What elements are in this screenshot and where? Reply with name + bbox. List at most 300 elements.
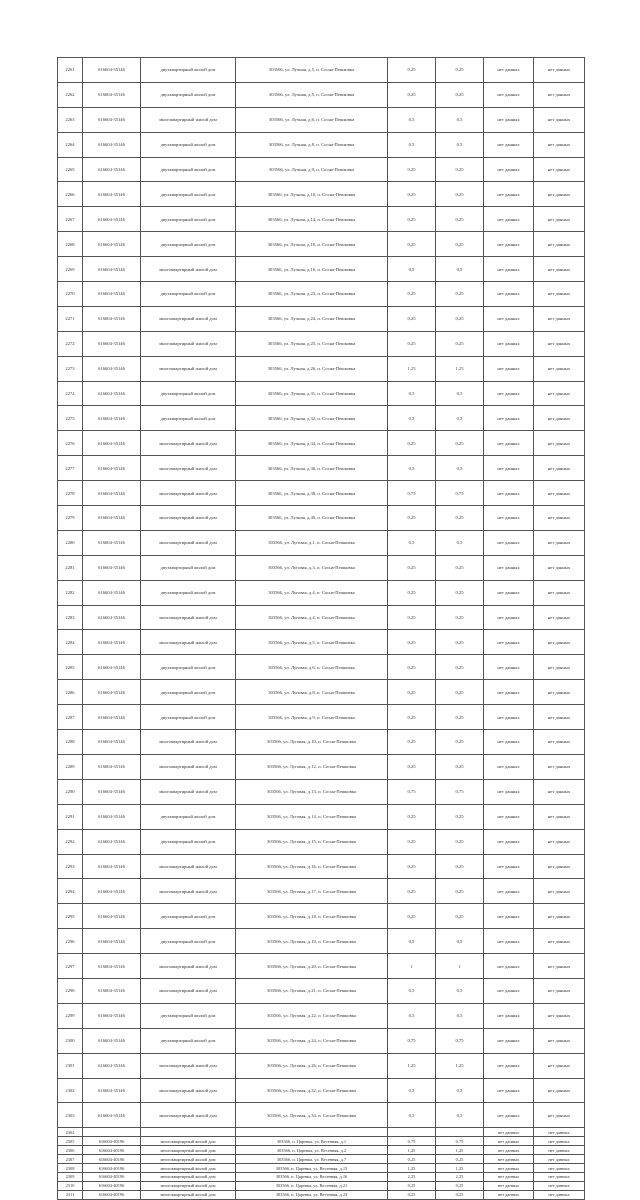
table-row: [58, 1137, 585, 1146]
status-d-cell: нет данных: [534, 1128, 585, 1137]
table-row: [58, 605, 585, 630]
value-a-cell: 0,5: [388, 456, 436, 481]
row-number-cell: 2280: [58, 530, 83, 555]
address-cell: 303566, ул. Лучная, д.40, п. Сосна-Пешковка: [236, 506, 388, 531]
status-d-cell: нет данных: [534, 879, 585, 904]
address-cell: 303566, ул. Лучная, д.9, п. Сосна-Пешковка: [236, 157, 388, 182]
status-d-cell: нет данных: [534, 530, 585, 555]
table-row: [58, 555, 585, 580]
address-cell: 303566, ул. Луговая, д.3, п. Сосна-Пешковка: [236, 555, 388, 580]
building-type-cell: двухквартирный жилой дом: [141, 82, 236, 107]
value-a-cell: 1,25: [388, 1146, 436, 1155]
cadastral-code-cell: 616604-35146: [83, 730, 141, 755]
status-c-cell: нет данных: [484, 356, 534, 381]
cadastral-code-cell: 616604-35146: [83, 481, 141, 506]
value-b-cell: 0,25: [436, 306, 484, 331]
address-cell: 303566, ул. Лучная, д.26, п. Сосна-Пешковка: [236, 356, 388, 381]
building-type-cell: многоквартирный жилой дом: [141, 506, 236, 531]
row-number-cell: 2271: [58, 306, 83, 331]
value-b-cell: 0,5: [436, 1078, 484, 1103]
status-d-cell: нет данных: [534, 182, 585, 207]
building-type-cell: [141, 1128, 236, 1137]
status-d-cell: нет данных: [534, 232, 585, 257]
row-number-cell: 2309: [58, 1172, 83, 1181]
status-d-cell: нет данных: [534, 630, 585, 655]
row-number-cell: 2274: [58, 381, 83, 406]
table-row: [58, 580, 585, 605]
table-row: [58, 331, 585, 356]
status-d-cell: нет данных: [534, 655, 585, 680]
building-type-cell: многоквартирный жилой дом: [141, 306, 236, 331]
row-number-cell: 2275: [58, 406, 83, 431]
cadastral-code-cell: 616604-35146: [83, 356, 141, 381]
status-d-cell: нет данных: [534, 157, 585, 182]
status-d-cell: нет данных: [534, 58, 585, 83]
table-row: [58, 356, 585, 381]
row-number-cell: 2294: [58, 879, 83, 904]
table-row: [58, 730, 585, 755]
status-c-cell: нет данных: [484, 655, 534, 680]
status-d-cell: нет данных: [534, 1103, 585, 1128]
building-type-cell: двухквартирный жилой дом: [141, 580, 236, 605]
status-c-cell: нет данных: [484, 1103, 534, 1128]
cadastral-code-cell: 616604-35146: [83, 107, 141, 132]
status-c-cell: нет данных: [484, 306, 534, 331]
table-row: [58, 1155, 585, 1164]
value-a-cell: 0,5: [388, 1003, 436, 1028]
cadastral-code-cell: 616604-35146: [83, 257, 141, 282]
cadastral-code-cell: 616604-35146: [83, 555, 141, 580]
address-cell: 303566, ул. Луговая, д.18, п. Сосна-Пешковка: [236, 904, 388, 929]
value-b-cell: 0,25: [436, 854, 484, 879]
status-d-cell: нет данных: [534, 829, 585, 854]
table-row: [58, 157, 585, 182]
value-a-cell: 0,25: [388, 506, 436, 531]
building-type-cell: многоквартирный жилой дом: [141, 331, 236, 356]
value-a-cell: 0,5: [388, 1103, 436, 1128]
status-c-cell: нет данных: [484, 1028, 534, 1053]
cadastral-code-cell: 616604-35146: [83, 605, 141, 630]
cadastral-code-cell: 616604-35146: [83, 954, 141, 979]
building-type-cell: многоквартирный жилой дом: [141, 1155, 236, 1164]
status-d-cell: нет данных: [534, 1190, 585, 1199]
value-a-cell: 0,25: [388, 804, 436, 829]
status-c-cell: нет данных: [484, 1181, 534, 1190]
row-number-cell: 2264: [58, 132, 83, 157]
status-c-cell: нет данных: [484, 854, 534, 879]
table-row: [58, 207, 585, 232]
status-d-cell: нет данных: [534, 282, 585, 307]
cadastral-code-cell: 616604-35146: [83, 456, 141, 481]
value-a-cell: [388, 1128, 436, 1137]
row-number-cell: 2311: [58, 1190, 83, 1199]
value-b-cell: 0,25: [436, 655, 484, 680]
row-number-cell: 2293: [58, 854, 83, 879]
table-row: [58, 1190, 585, 1199]
status-d-cell: нет данных: [534, 954, 585, 979]
value-b-cell: 0,5: [436, 107, 484, 132]
address-cell: 303566, ул. Луговая, д.17, п. Сосна-Пешковка: [236, 879, 388, 904]
cadastral-code-cell: 616604-35146: [83, 1003, 141, 1028]
row-number-cell: 2267: [58, 207, 83, 232]
status-c-cell: нет данных: [484, 1172, 534, 1181]
cadastral-code-cell: 616604-40196: [83, 1146, 141, 1155]
row-number-cell: 2262: [58, 82, 83, 107]
row-number-cell: 2277: [58, 456, 83, 481]
table-row: [58, 1053, 585, 1078]
status-d-cell: нет данных: [534, 1028, 585, 1053]
value-b-cell: 0,5: [436, 929, 484, 954]
value-b-cell: 2,25: [436, 1172, 484, 1181]
table-row: [58, 431, 585, 456]
status-c-cell: нет данных: [484, 182, 534, 207]
status-c-cell: нет данных: [484, 207, 534, 232]
status-d-cell: нет данных: [534, 82, 585, 107]
row-number-cell: 2266: [58, 182, 83, 207]
value-a-cell: 0,5: [388, 530, 436, 555]
status-c-cell: нет данных: [484, 381, 534, 406]
address-cell: 303566, ул. Луговая, д.19, п. Сосна-Пешковка: [236, 929, 388, 954]
address-cell: 303566, ул. Лучная, д.5, п. Сосна-Пешковка: [236, 58, 388, 83]
address-cell: 303566, ул. Лучная, д.8, п. Сосна-Пешковка: [236, 132, 388, 157]
address-cell: 303566, ул. Лучная, д.25, п. Сосна-Пешковка: [236, 331, 388, 356]
status-c-cell: нет данных: [484, 804, 534, 829]
status-c-cell: нет данных: [484, 630, 534, 655]
status-d-cell: нет данных: [534, 1181, 585, 1190]
address-cell: 303566, ул. Луговая, д.13, п. Сосна-Пешковка: [236, 779, 388, 804]
status-d-cell: нет данных: [534, 1172, 585, 1181]
row-number-cell: 2304: [58, 1128, 83, 1137]
row-number-cell: 2286: [58, 680, 83, 705]
address-cell: 303566, ул. Луговая, д.10, п. Сосна-Пешковка: [236, 730, 388, 755]
building-type-cell: многоквартирный жилой дом: [141, 730, 236, 755]
value-b-cell: 0,75: [436, 481, 484, 506]
document-sheet: [57, 57, 584, 1200]
building-type-cell: многоквартирный жилой дом: [141, 630, 236, 655]
value-b-cell: 0,25: [436, 182, 484, 207]
status-d-cell: нет данных: [534, 854, 585, 879]
address-cell: 303566, ул. Луговая, д.32, п. Сосна-Пешковка: [236, 1078, 388, 1103]
value-a-cell: 0,25: [388, 431, 436, 456]
cadastral-code-cell: 616604-35146: [83, 655, 141, 680]
building-type-cell: двухквартирный жилой дом: [141, 381, 236, 406]
address-cell: 303566, ул. Луговая, д.24, п. Сосна-Пешковка: [236, 1028, 388, 1053]
address-cell: 303566, ул. Лучная, д.10, п. Сосна-Пешковка: [236, 182, 388, 207]
row-number-cell: 2278: [58, 481, 83, 506]
status-c-cell: нет данных: [484, 157, 534, 182]
table-row: [58, 1128, 585, 1137]
row-number-cell: 2297: [58, 954, 83, 979]
value-a-cell: 0,25: [388, 630, 436, 655]
cadastral-code-cell: 616604-35146: [83, 282, 141, 307]
value-b-cell: 1,25: [436, 356, 484, 381]
address-cell: 303566, ул. Луговая, д.34, п. Сосна-Пешковка: [236, 1103, 388, 1128]
cadastral-code-cell: 616604-40196: [83, 1181, 141, 1190]
status-c-cell: нет данных: [484, 132, 534, 157]
building-type-cell: многоквартирный жилой дом: [141, 1103, 236, 1128]
cadastral-code-cell: 616604-35146: [83, 1103, 141, 1128]
table-row: [58, 1172, 585, 1181]
cadastral-code-cell: 616604-35146: [83, 132, 141, 157]
table-row: [58, 82, 585, 107]
value-a-cell: 0,75: [388, 1137, 436, 1146]
address-cell: 303566, ул. Лучная, д.6, п. Сосна-Пешковка: [236, 107, 388, 132]
status-c-cell: нет данных: [484, 431, 534, 456]
building-type-cell: многоквартирный жилой дом: [141, 481, 236, 506]
status-c-cell: нет данных: [484, 730, 534, 755]
value-b-cell: 0,25: [436, 555, 484, 580]
address-cell: 303566, ул. Лучная, д.32, п. Сосна-Пешковка: [236, 406, 388, 431]
value-b-cell: [436, 1128, 484, 1137]
status-d-cell: нет данных: [534, 107, 585, 132]
address-cell: [236, 1128, 388, 1137]
status-c-cell: нет данных: [484, 954, 534, 979]
building-type-cell: многоквартирный жилой дом: [141, 1190, 236, 1199]
value-b-cell: 1,25: [436, 1053, 484, 1078]
building-type-cell: многоквартирный жилой дом: [141, 431, 236, 456]
cadastral-code-cell: 616604-35146: [83, 580, 141, 605]
row-number-cell: 2281: [58, 555, 83, 580]
value-a-cell: 0,75: [388, 1028, 436, 1053]
building-type-cell: двухквартирный жилой дом: [141, 132, 236, 157]
status-c-cell: нет данных: [484, 1190, 534, 1199]
address-cell: 303566, ул. Луговая, д.8, п. Сосна-Пешковка: [236, 680, 388, 705]
status-d-cell: нет данных: [534, 779, 585, 804]
status-d-cell: нет данных: [534, 904, 585, 929]
cadastral-code-cell: 616604-35146: [83, 506, 141, 531]
status-c-cell: нет данных: [484, 257, 534, 282]
value-b-cell: 1: [436, 954, 484, 979]
status-c-cell: нет данных: [484, 829, 534, 854]
table-row: [58, 705, 585, 730]
building-type-cell: многоквартирный жилой дом: [141, 779, 236, 804]
status-d-cell: нет данных: [534, 730, 585, 755]
value-b-cell: 0,25: [436, 282, 484, 307]
row-number-cell: 2308: [58, 1164, 83, 1173]
value-a-cell: 0,25: [388, 879, 436, 904]
value-a-cell: 0,5: [388, 406, 436, 431]
building-type-cell: многоквартирный жилой дом: [141, 456, 236, 481]
cadastral-code-cell: 616604-35146: [83, 58, 141, 83]
value-b-cell: 0,25: [436, 1190, 484, 1199]
value-b-cell: 0,25: [436, 1181, 484, 1190]
status-c-cell: нет данных: [484, 456, 534, 481]
status-c-cell: нет данных: [484, 978, 534, 1003]
value-b-cell: 0,25: [436, 232, 484, 257]
value-a-cell: 0,25: [388, 207, 436, 232]
value-b-cell: 1,25: [436, 1146, 484, 1155]
value-a-cell: 0,25: [388, 580, 436, 605]
table-row: [58, 978, 585, 1003]
status-d-cell: нет данных: [534, 456, 585, 481]
status-d-cell: нет данных: [534, 207, 585, 232]
row-number-cell: 2285: [58, 655, 83, 680]
table-row: [58, 1028, 585, 1053]
row-number-cell: 2302: [58, 1078, 83, 1103]
value-b-cell: 0,5: [436, 132, 484, 157]
address-cell: 303566, ул. Лучная, д.36, п. Сосна-Пешковка: [236, 456, 388, 481]
value-b-cell: 0,25: [436, 705, 484, 730]
cadastral-code-cell: 616604-35146: [83, 381, 141, 406]
building-type-cell: двухквартирный жилой дом: [141, 282, 236, 307]
building-type-cell: двухквартирный жилой дом: [141, 1003, 236, 1028]
cadastral-code-cell: 616604-40196: [83, 1190, 141, 1199]
address-cell: 303566, ул. Луговая, д.14, п. Сосна-Пешковка: [236, 804, 388, 829]
value-b-cell: 0,25: [436, 630, 484, 655]
row-number-cell: 2284: [58, 630, 83, 655]
address-cell: 303566, ул. Лучная, д.31, п. Сосна-Пешковка: [236, 381, 388, 406]
value-a-cell: 1,25: [388, 1164, 436, 1173]
status-d-cell: нет данных: [534, 1078, 585, 1103]
building-type-cell: двухквартирный жилой дом: [141, 406, 236, 431]
status-d-cell: нет данных: [534, 306, 585, 331]
table-row: [58, 1181, 585, 1190]
building-type-cell: двухквартирный жилой дом: [141, 1028, 236, 1053]
cadastral-code-cell: [83, 1128, 141, 1137]
status-c-cell: нет данных: [484, 107, 534, 132]
cadastral-code-cell: 616604-40196: [83, 1155, 141, 1164]
value-b-cell: 0,75: [436, 779, 484, 804]
value-a-cell: 0,5: [388, 257, 436, 282]
building-type-cell: многоквартирный жилой дом: [141, 1181, 236, 1190]
row-number-cell: 2273: [58, 356, 83, 381]
table-row: [58, 754, 585, 779]
status-d-cell: нет данных: [534, 978, 585, 1003]
value-b-cell: 0,5: [436, 456, 484, 481]
address-cell: 303566, ул. Луговая, д.21, п. Сосна-Пешковка: [236, 978, 388, 1003]
table-row: [58, 530, 585, 555]
status-d-cell: нет данных: [534, 804, 585, 829]
address-cell: 303566, ул. Лучная, д.18, п. Сосна-Пешковка: [236, 232, 388, 257]
value-a-cell: 0,25: [388, 232, 436, 257]
building-type-cell: двухквартирный жилой дом: [141, 804, 236, 829]
status-c-cell: нет данных: [484, 1078, 534, 1103]
address-cell: 303566, ул. Луговая, д.20, п. Сосна-Пешковка: [236, 954, 388, 979]
value-a-cell: 0,25: [388, 680, 436, 705]
building-type-cell: двухквартирный жилой дом: [141, 157, 236, 182]
status-c-cell: нет данных: [484, 82, 534, 107]
value-b-cell: 0,25: [436, 331, 484, 356]
building-type-cell: двухквартирный жилой дом: [141, 207, 236, 232]
value-b-cell: 0,5: [436, 1003, 484, 1028]
value-a-cell: 0,25: [388, 1181, 436, 1190]
row-number-cell: 2270: [58, 282, 83, 307]
status-c-cell: нет данных: [484, 530, 534, 555]
value-b-cell: 0,25: [436, 829, 484, 854]
address-cell: 303566, п. Царевка, ул. Весенняя, д.16: [236, 1172, 388, 1181]
address-cell: 303566, п. Царевка, ул. Весенняя, д.1: [236, 1137, 388, 1146]
value-b-cell: 0,25: [436, 431, 484, 456]
status-c-cell: нет данных: [484, 555, 534, 580]
value-b-cell: 0,5: [436, 1103, 484, 1128]
table-row: [58, 132, 585, 157]
cadastral-code-cell: 616604-35146: [83, 207, 141, 232]
building-type-cell: многоквартирный жилой дом: [141, 107, 236, 132]
status-d-cell: нет данных: [534, 356, 585, 381]
status-c-cell: нет данных: [484, 232, 534, 257]
building-type-cell: многоквартирный жилой дом: [141, 879, 236, 904]
table-row: [58, 804, 585, 829]
cadastral-code-cell: 616604-35146: [83, 705, 141, 730]
row-number-cell: 2265: [58, 157, 83, 182]
address-cell: 303566, п. Царевка, ул. Весенняя, д.21: [236, 1181, 388, 1190]
address-cell: 303566, ул. Луговая, д.4, п. Сосна-Пешковка: [236, 580, 388, 605]
building-type-cell: многоквартирный жилой дом: [141, 1164, 236, 1173]
address-cell: 303566, ул. Луговая, д.1, п. Сосна-Пешковка: [236, 530, 388, 555]
value-a-cell: 0,25: [388, 754, 436, 779]
building-type-cell: двухквартирный жилой дом: [141, 232, 236, 257]
row-number-cell: 2269: [58, 257, 83, 282]
building-type-cell: многоквартирный жилой дом: [141, 1053, 236, 1078]
building-type-cell: многоквартирный жилой дом: [141, 605, 236, 630]
address-cell: 303566, ул. Лучная, д.14, п. Сосна-Пешковка: [236, 207, 388, 232]
status-d-cell: нет данных: [534, 754, 585, 779]
table-row: [58, 904, 585, 929]
value-b-cell: 0,5: [436, 530, 484, 555]
value-a-cell: 0,75: [388, 481, 436, 506]
row-number-cell: 2299: [58, 1003, 83, 1028]
building-type-cell: двухквартирный жилой дом: [141, 58, 236, 83]
address-cell: 303566, п. Царевка, ул. Весенняя, д.7: [236, 1155, 388, 1164]
value-a-cell: 0,25: [388, 904, 436, 929]
building-type-cell: двухквартирный жилой дом: [141, 182, 236, 207]
value-b-cell: 0,25: [436, 730, 484, 755]
table-row: [58, 1003, 585, 1028]
value-a-cell: 0,25: [388, 829, 436, 854]
cadastral-code-cell: 616604-35146: [83, 406, 141, 431]
status-d-cell: нет данных: [534, 381, 585, 406]
row-number-cell: 2288: [58, 730, 83, 755]
value-a-cell: 0,25: [388, 331, 436, 356]
value-b-cell: 0,5: [436, 257, 484, 282]
value-b-cell: 0,25: [436, 879, 484, 904]
cadastral-code-cell: 616604-40196: [83, 1164, 141, 1173]
status-c-cell: нет данных: [484, 705, 534, 730]
value-a-cell: 0,25: [388, 1190, 436, 1199]
building-type-cell: двухквартирный жилой дом: [141, 680, 236, 705]
row-number-cell: 2306: [58, 1146, 83, 1155]
address-cell: 303566, ул. Луговая, д.22, п. Сосна-Пешковка: [236, 1003, 388, 1028]
row-number-cell: 2303: [58, 1103, 83, 1128]
value-b-cell: 0,25: [436, 804, 484, 829]
cadastral-code-cell: 616604-35146: [83, 331, 141, 356]
value-b-cell: 0,25: [436, 506, 484, 531]
status-c-cell: нет данных: [484, 904, 534, 929]
table-row: [58, 232, 585, 257]
address-cell: 303566, п. Царевка, ул. Весенняя, д.23: [236, 1190, 388, 1199]
address-cell: 303566, ул. Луговая, д.6, п. Сосна-Пешковка: [236, 655, 388, 680]
value-a-cell: 0,25: [388, 58, 436, 83]
address-cell: 303566, ул. Луговая, д.16, п. Сосна-Пешковка: [236, 854, 388, 879]
cadastral-code-cell: 616604-35146: [83, 82, 141, 107]
value-b-cell: 0,5: [436, 978, 484, 1003]
status-d-cell: нет данных: [534, 1003, 585, 1028]
value-b-cell: 1,25: [436, 1164, 484, 1173]
value-b-cell: 0,25: [436, 157, 484, 182]
status-c-cell: нет данных: [484, 1155, 534, 1164]
value-a-cell: 1,25: [388, 356, 436, 381]
status-c-cell: нет данных: [484, 754, 534, 779]
status-c-cell: нет данных: [484, 1164, 534, 1173]
row-number-cell: 2272: [58, 331, 83, 356]
row-number-cell: 2261: [58, 58, 83, 83]
cadastral-code-cell: 616604-35146: [83, 1053, 141, 1078]
status-d-cell: нет данных: [534, 555, 585, 580]
status-c-cell: нет данных: [484, 1053, 534, 1078]
status-d-cell: нет данных: [534, 481, 585, 506]
status-d-cell: нет данных: [534, 1137, 585, 1146]
value-b-cell: 0,5: [436, 406, 484, 431]
